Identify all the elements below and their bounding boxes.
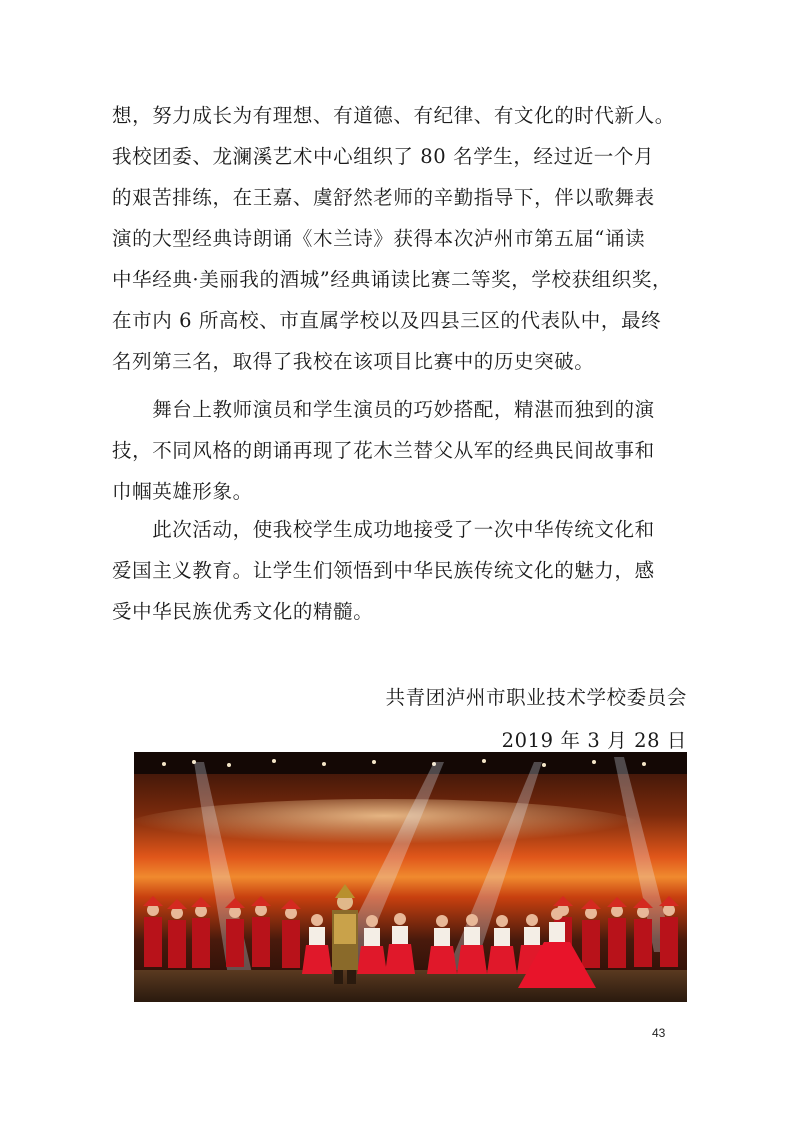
- text-line: 我校团委、龙澜溪艺术中心组织了 80 名学生，经过近一个月: [112, 145, 655, 168]
- stage-performance-photo: [134, 752, 687, 1002]
- text-line: 此次活动，使我校学生成功地接受了一次中华传统文化和: [112, 518, 655, 541]
- signature-org: 共青团泸州市职业技术学校委员会: [385, 686, 687, 709]
- text-line: 演的大型经典诗朗诵《木兰诗》获得本次泸州市第五届“诵读: [112, 227, 646, 250]
- stage-performance-illustration: [134, 752, 687, 1002]
- text-line: 爱国主义教育。让学生们领悟到中华民族传统文化的魅力，感: [112, 559, 655, 582]
- text-line: 想，努力成长为有理想、有道德、有纪律、有文化的时代新人。: [112, 104, 675, 127]
- signature-date: 2019 年 3 月 28 日: [501, 729, 687, 752]
- text-line: 技，不同风格的朗诵再现了花木兰替父从军的经典民间故事和: [112, 439, 655, 462]
- text-line: 受中华民族优秀文化的精髓。: [112, 600, 374, 623]
- text-line: 巾帼英雄形象。: [112, 480, 253, 503]
- text-line: 在市内 6 所高校、市直属学校以及四县三区的代表队中，最终: [112, 309, 662, 332]
- text-line: 的艰苦排练，在王嘉、虞舒然老师的辛勤指导下，伴以歌舞表: [112, 186, 655, 209]
- text-line: 名列第三名，取得了我校在该项目比赛中的历史突破。: [112, 350, 595, 373]
- text-line: 中华经典·美丽我的酒城”经典诵读比赛二等奖，学校获组织奖，: [112, 268, 673, 291]
- page-number: 43: [652, 1026, 666, 1040]
- text-line: 舞台上教师演员和学生演员的巧妙搭配，精湛而独到的演: [112, 398, 655, 421]
